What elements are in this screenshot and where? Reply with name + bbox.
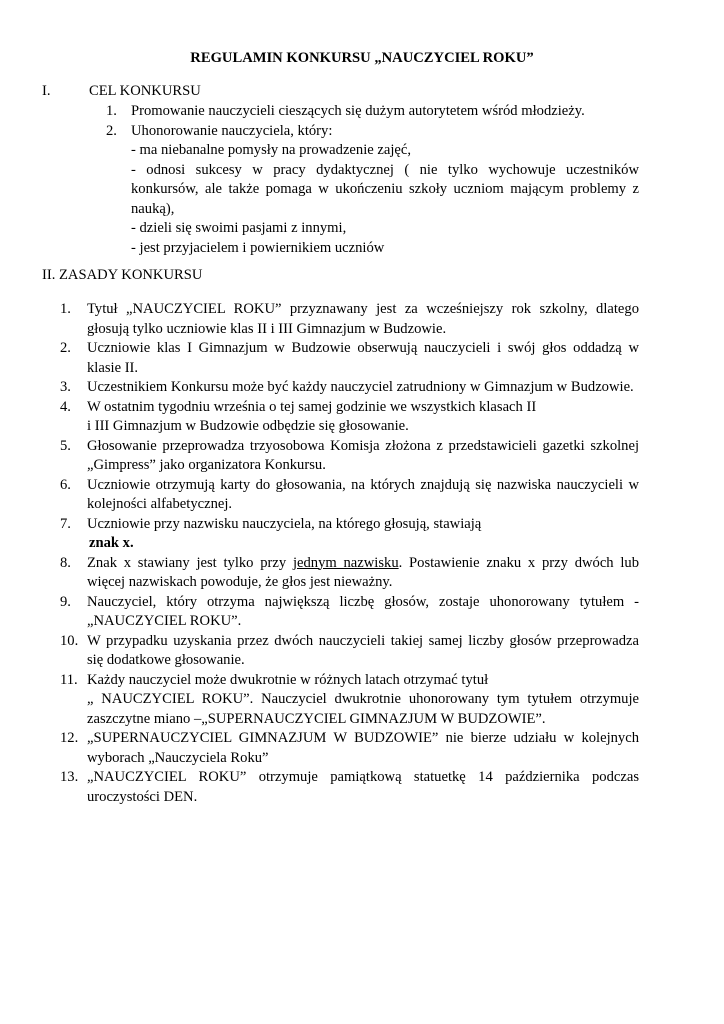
rule-item: 13. „NAUCZYCIEL ROKU” otrzymuje pamiątkową statuetkę 14 października podczas uroczystości DEN. <box>60 769 639 805</box>
goal-item-2: 2. Uhonorowanie nauczyciela, który: - ma niebanalne pomysły na prowadzenie zajęć, - odnosi sukcesy w pracy dydaktycznej ( nie tylko wychowuje uczestników konkursów, ale także pomaga w ukończeniu szkoły uczniom mającym problemy z nauką), - dzieli się swoimi pasjami z innymi, - jest przyjacielem i powiernikiem uczniów <box>106 122 639 259</box>
section-1-list <box>106 102 639 258</box>
rules-list <box>60 300 639 807</box>
rule-item: 12. „SUPERNAUCZYCIEL GIMNAZJUM W BUDZOWIE” nie bierze udziału w kolejnych wyborach „Nauczyciela Roku” <box>60 730 639 766</box>
underlined-phrase: jednym nazwisku <box>292 554 399 571</box>
rule-item: 5. Głosowanie przeprowadza trzyosobowa Komisja złożona z przedstawicieli gazetki szkolnej „Gimpress” jako organizatora Konkursu. <box>60 437 639 473</box>
rule-item: 4. W ostatnim tygodniu września o tej samej godzinie we wszystkich klasach II i III Gimnazjum w Budzowie odbędzie się głosowanie. <box>60 398 537 434</box>
goal-subitem: - dzieli się swoimi pasjami z innymi, <box>131 220 347 236</box>
rule-item: 3. Uczestnikiem Konkursu może być każdy nauczyciel zatrudniony w Gimnazjum w Budzowie. <box>60 379 634 395</box>
rule-item: 11. Każdy nauczyciel może dwukrotnie w różnych latach otrzymać tytuł „ NAUCZYCIEL ROKU”. Nauczyciel dwukrotnie uhonorowany tym tytułem otrzymuje zaszczytne miano –„SUPERNAUCZYCIEL GIMNAZJUM W BUDZOWIE”. <box>60 671 639 727</box>
section-2-heading: II. ZASADY KONKURSU <box>42 267 203 283</box>
document-title: REGULAMIN KONKURSU „NAUCZYCIEL ROKU” <box>190 50 534 66</box>
goal-subitem: - odnosi sukcesy w pracy dydaktycznej ( nie tylko wychowuje uczestników konkursów, ale także pomaga w ukończeniu szkoły uczniom mającym problemy z nauką), <box>131 161 639 217</box>
section-1-title: CEL KONKURSU <box>89 83 201 99</box>
goal-subitem: - jest przyjacielem i powiernikiem uczniów <box>131 239 385 256</box>
rule-7-bold: znak x. <box>89 535 134 551</box>
goal-subitem: - ma niebanalne pomysły na prowadzenie zajęć, <box>131 142 411 158</box>
rule-item: 1. Tytuł „NAUCZYCIEL ROKU” przyznawany jest za wcześniejszy rok szkolny, dlatego głosują tylko uczniowie klas II i III Gimnazjum w Budzowie. <box>60 301 639 337</box>
rule-item: 8. Znak x stawiany jest tylko przy jednym nazwisku. Postawienie znaku x przy dwóch lub więcej nazwiskach powoduje, że głos jest nieważny. <box>60 554 640 590</box>
rule-item: 6. Uczniowie otrzymują karty do głosowania, na których znajdują się nazwiska nauczycieli w kolejności alfabetycznej. <box>60 476 639 512</box>
section-1-number: I. <box>42 83 51 99</box>
rule-item: 7. Uczniowie przy nazwisku nauczyciela, na którego głosują, stawiają znak x. <box>60 515 639 554</box>
rule-item: 9. Nauczyciel, który otrzyma największą liczbę głosów, zostaje uhonorowany tytułem - „NAUCZYCIEL ROKU”. <box>60 593 639 629</box>
goal-item-1: 1. Promowanie nauczycieli cieszących się dużym autorytetem wśród młodzieży. <box>106 103 585 119</box>
rule-item: 10. W przypadku uzyskania przez dwóch nauczycieli takiej samej liczby głosów przeprowadza się dodatkowe głosowanie. <box>60 632 639 668</box>
rule-item: 2. Uczniowie klas I Gimnazjum w Budzowie obserwują nauczycieli i swój głos oddadzą w klasie II. <box>60 340 639 376</box>
